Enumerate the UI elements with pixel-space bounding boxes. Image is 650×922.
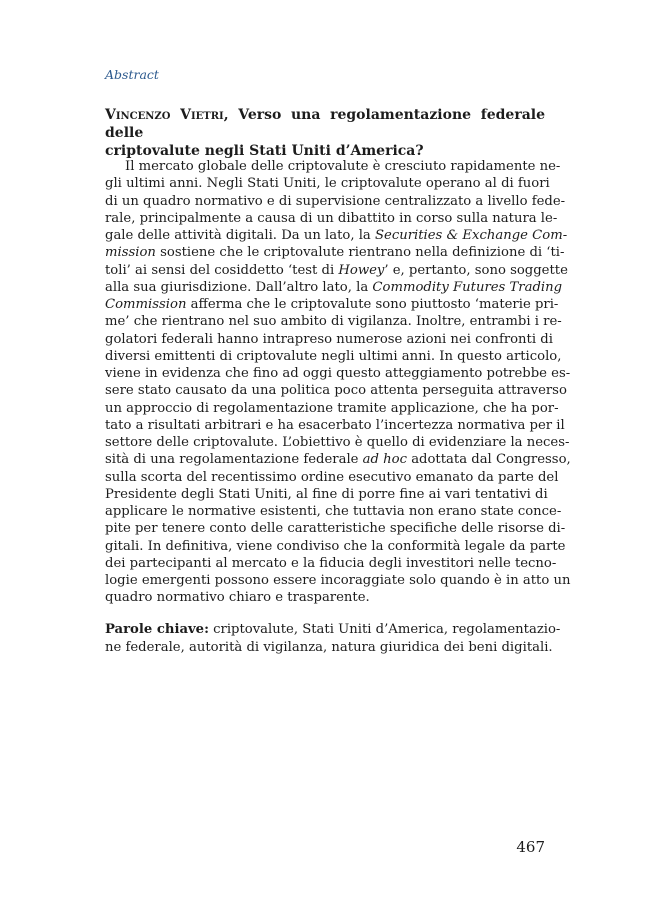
abstract-line: quadro normativo chiaro e trasparente.	[105, 590, 370, 606]
section-label: Abstract	[105, 67, 159, 82]
keywords-line	[105, 639, 553, 657]
article-heading	[105, 106, 545, 160]
italic-term: ad hoc	[362, 452, 407, 468]
keywords-block	[105, 621, 561, 656]
article-title-line-2: criptovalute negli Stati Uniti d’America?	[105, 143, 424, 159]
abstract-line: gli ultimi anni. Negli Stati Uniti, le criptovalute operano al di fuori	[105, 176, 550, 192]
abstract-line: sulla scorta del recentissimo ordine esecutivo emanato da parte del	[105, 469, 559, 485]
abstract-line: me’ che rientrano nel suo ambito di vigilanza. Inoltre, entrambi i re-	[105, 314, 562, 330]
abstract-line: Presidente degli Stati Uniti, al fine di porre fine ai vari tentativi di	[105, 486, 548, 502]
abstract-line: toli’ ai sensi del cosiddetto ‘test di Howey’ e, pertanto, sono soggette	[105, 262, 568, 278]
keywords-line	[105, 621, 561, 639]
keywords-text: criptovalute, Stati Uniti d’America, regolamentazio-	[208, 622, 561, 637]
italic-term: Commission	[105, 297, 187, 312]
abstract-line: dei partecipanti al mercato e la fiducia degli investitori nelle tecno-	[105, 555, 557, 571]
abstract-line: rale, principalmente a causa di un dibattito in corso sulla natura le-	[105, 210, 558, 226]
heading-separator: ,	[223, 107, 239, 123]
author-name: Vincenzo Vietri	[105, 107, 224, 123]
keywords-label: Parole chiave:	[105, 622, 209, 637]
abstract-line: un approccio di regolamentazione tramite applicazione, che ha por-	[105, 400, 559, 416]
abstract-line: viene in evidenza che fino ad oggi questo atteggiamento potrebbe es-	[105, 366, 571, 381]
article-title-line-1: Verso una regolamentazione federale delle	[105, 107, 546, 141]
page-number: 467	[516, 838, 545, 856]
abstract-line: applicare le normative esistenti, che tuttavia non erano state conce-	[105, 504, 562, 519]
abstract-line: gale delle attività digitali. Da un lato, la Securities & Exchange Com-	[105, 228, 568, 243]
abstract-line: settore delle criptovalute. L’obiettivo è quello di evidenziare la neces-	[105, 435, 570, 450]
abstract-line: tato a risultati arbitrari e ha esacerbato l’incertezza normativa per il	[105, 417, 565, 433]
abstract-line: Commission afferma che le criptovalute sono piuttosto ‘materie pri-	[105, 297, 559, 312]
abstract-line: logie emergenti possono essere incoraggiate solo quando è in atto un	[105, 573, 571, 588]
italic-term: Howey	[338, 262, 385, 278]
abstract-line: gitali. In definitiva, viene condiviso che la conformità legale da parte	[105, 538, 566, 554]
abstract-line: pite per tenere conto delle caratteristiche specifiche delle risorse di-	[105, 521, 566, 537]
italic-term: Securities & Exchange Com-	[374, 228, 568, 243]
abstract-body	[105, 158, 571, 607]
italic-term: mission	[105, 245, 156, 261]
abstract-line: golatori federali hanno intrapreso numerose azioni nei confronti di	[105, 331, 553, 347]
abstract-line: Il mercato globale delle criptovalute è cresciuto rapidamente ne-	[125, 159, 561, 174]
italic-term: Commodity Futures Trading	[372, 279, 563, 295]
keywords-text: ne federale, autorità di vigilanza, natura giuridica dei beni digitali.	[105, 639, 553, 655]
abstract-line: mission sostiene che le criptovalute rientrano nella definizione di ‘ti-	[105, 245, 565, 261]
abstract-line: di un quadro normativo e di supervisione centralizzato a livello fede-	[105, 193, 566, 209]
abstract-line: sità di una regolamentazione federale ad hoc adottata dal Congresso,	[105, 452, 571, 468]
abstract-line: sere stato causato da una politica poco attenta perseguita attraverso	[105, 383, 567, 399]
abstract-line: diversi emittenti di criptovalute negli ultimi anni. In questo articolo,	[105, 348, 562, 364]
abstract-line: alla sua giurisdizione. Dall’altro lato, la Commodity Futures Trading	[105, 279, 563, 295]
